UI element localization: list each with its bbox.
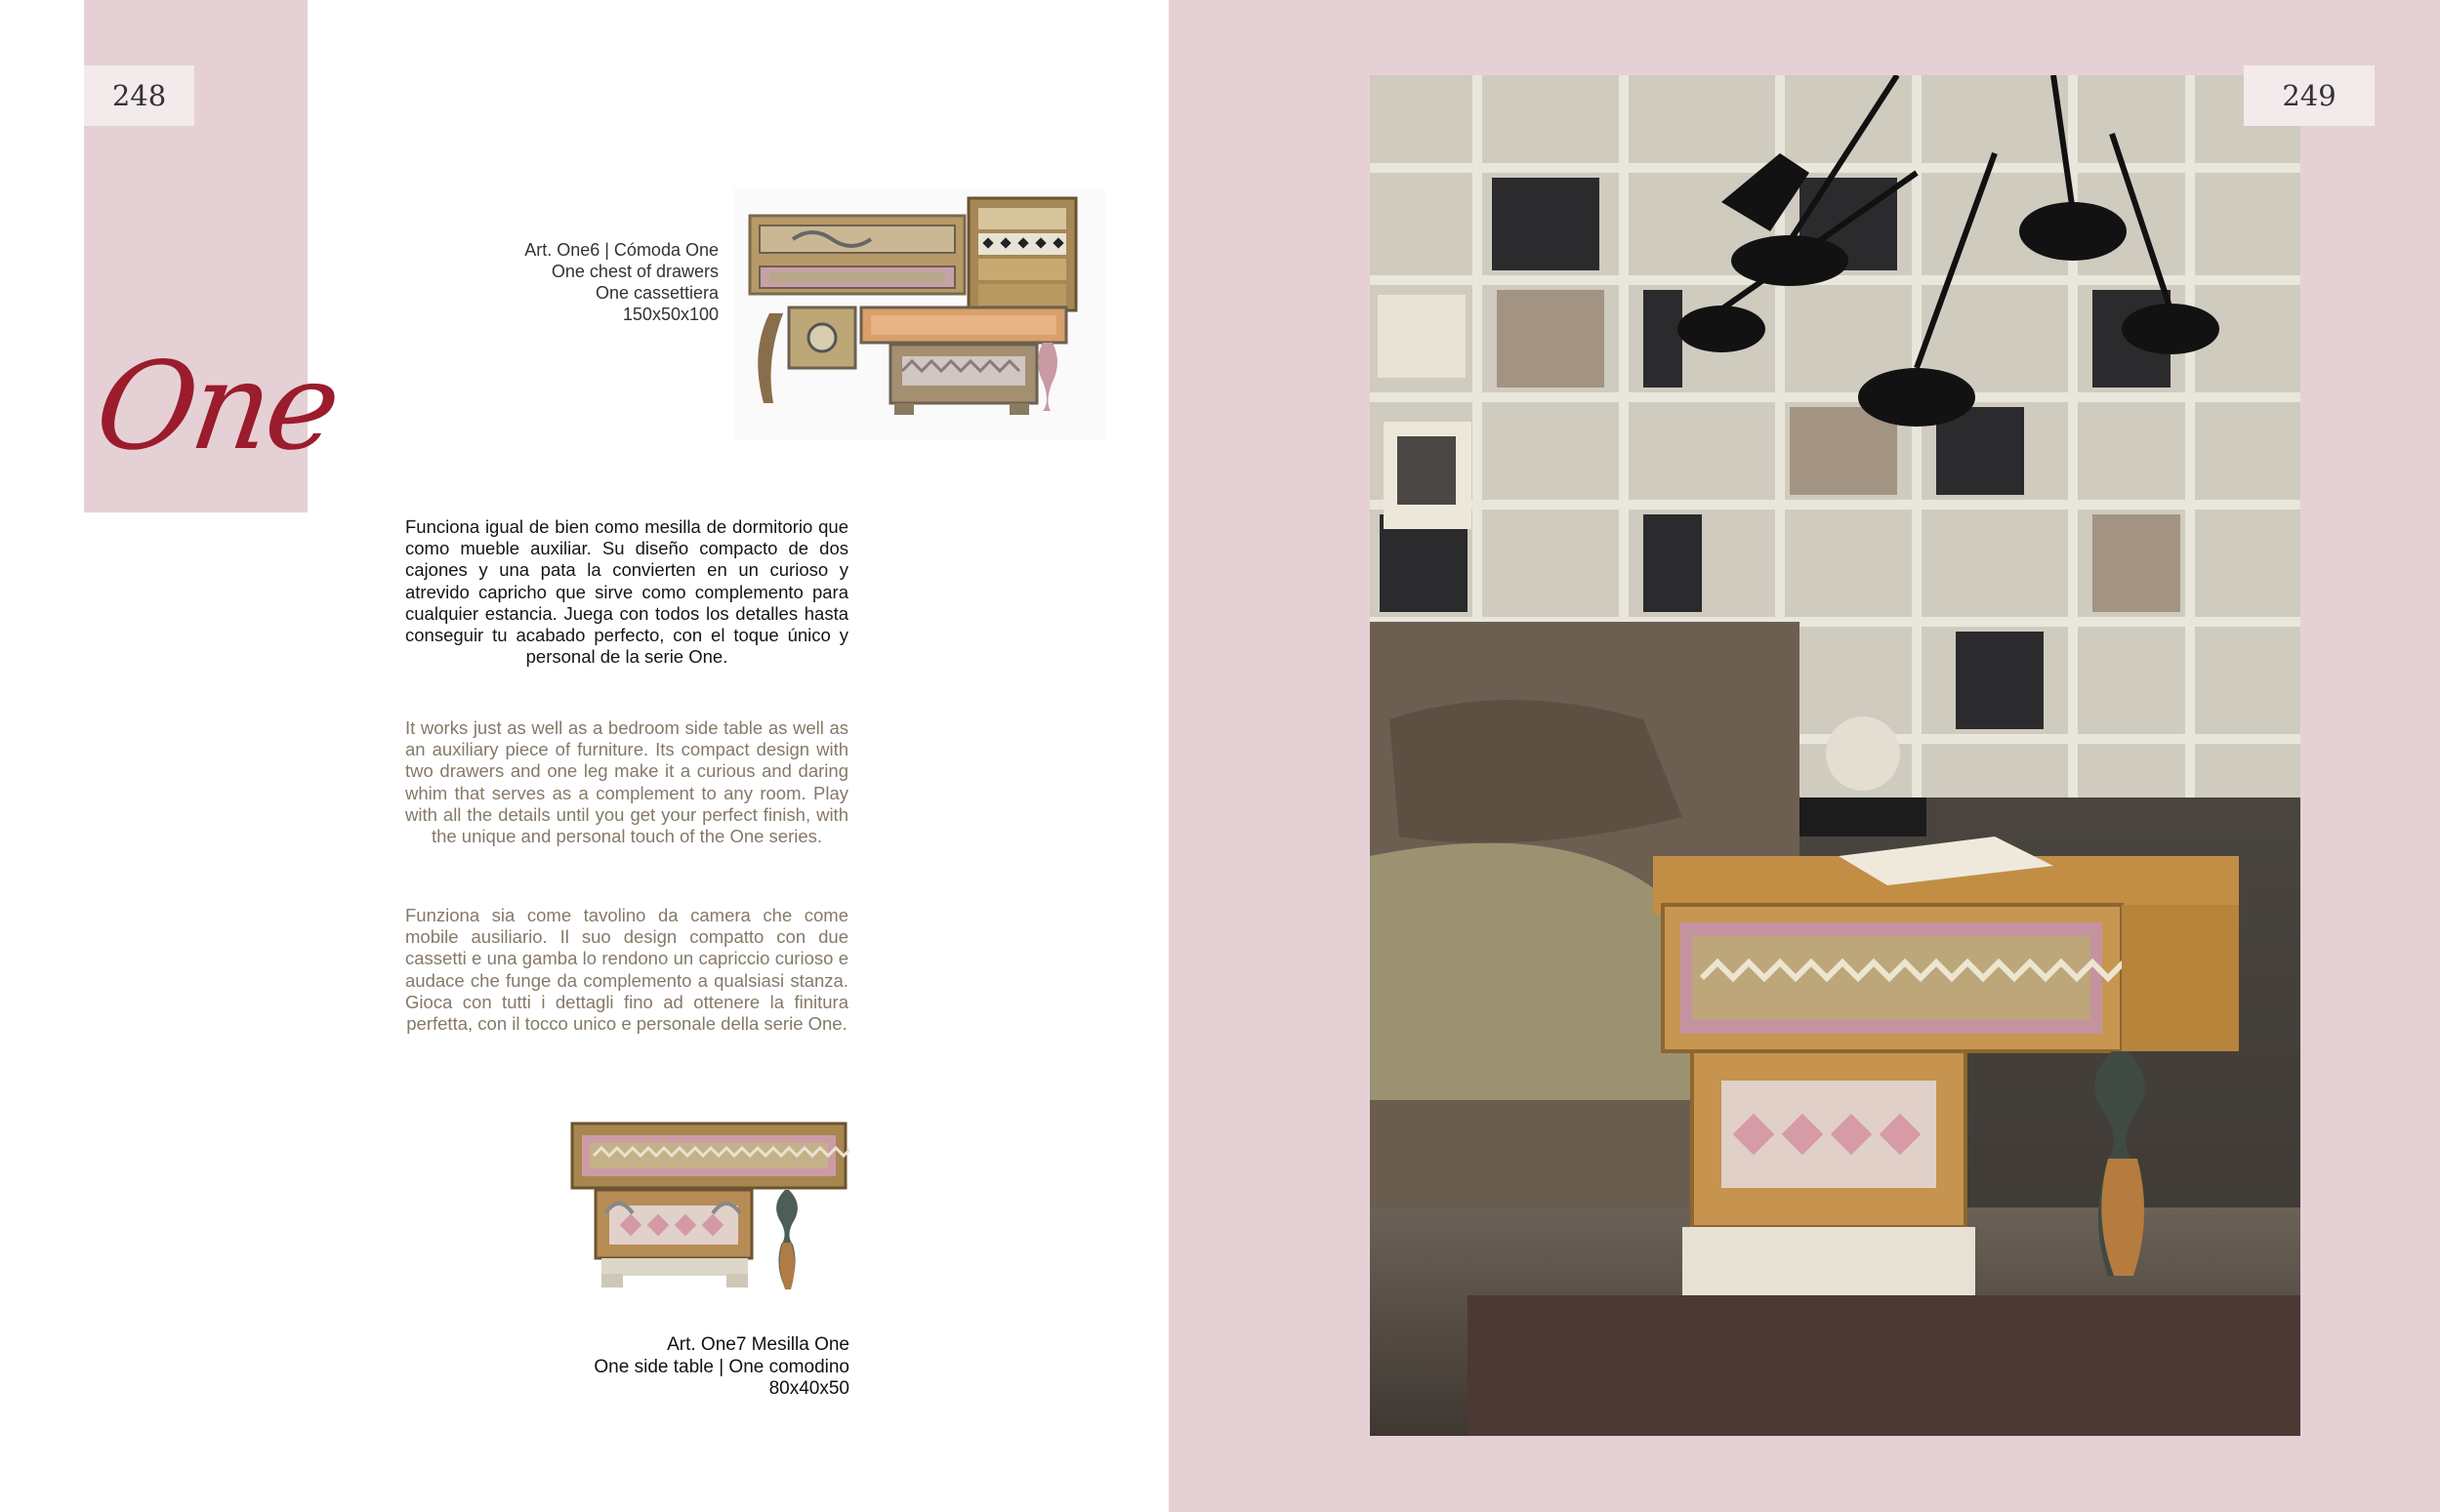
page-number-right: 249 xyxy=(2244,65,2375,126)
description-en: It works just as well as a bedroom side table as well as an auxiliary piece of furniture. Its compact design with two drawers and one leg make it a curious and daring whim that serves as a complement to any room. Play with all the details until you get your perfect finish, with the unique and personal touch of the One series. xyxy=(405,717,848,847)
description-es: Funciona igual de bien como mesilla de dormitorio que como mueble auxiliar. Su diseño compacto de dos cajones y una pata la convierten en un curioso y atrevido capricho que sirve como complemento para cualquier estancia. Juega con todos los detalles hasta conseguir tu acabado perfecto, con el toque único y personal de la serie One. xyxy=(405,516,848,668)
caption-line: Art. One7 Mesilla One xyxy=(667,1334,849,1355)
caption-line: Art. One6 | Cómoda One xyxy=(524,240,719,260)
caption-line: One side table | One comodino xyxy=(594,1356,849,1377)
page-number-left: 248 xyxy=(84,65,194,126)
caption-line: 80x40x50 xyxy=(768,1378,849,1399)
series-title: One xyxy=(87,337,346,477)
caption-line: 150x50x100 xyxy=(622,305,719,324)
caption-line: One cassettiera xyxy=(595,283,719,303)
description-it: Funziona sia come tavolino da camera che come mobile ausiliario. Il suo design compatto con due cassetti e una gamba lo rendono un capriccio curioso e audace che funge da complemento a qualsiasi stanza. Gioca con tutti i dettagli fino ad ottenere la finitura perfetta, con il tocco unico e personale della serie One. xyxy=(405,905,848,1035)
caption-line: One chest of drawers xyxy=(551,262,719,281)
product-caption-top xyxy=(524,239,719,325)
product-caption-bottom xyxy=(594,1334,849,1401)
chest-of-drawers-image xyxy=(734,188,1105,440)
room-photo xyxy=(1370,75,2300,1436)
side-table-image xyxy=(566,1116,849,1296)
